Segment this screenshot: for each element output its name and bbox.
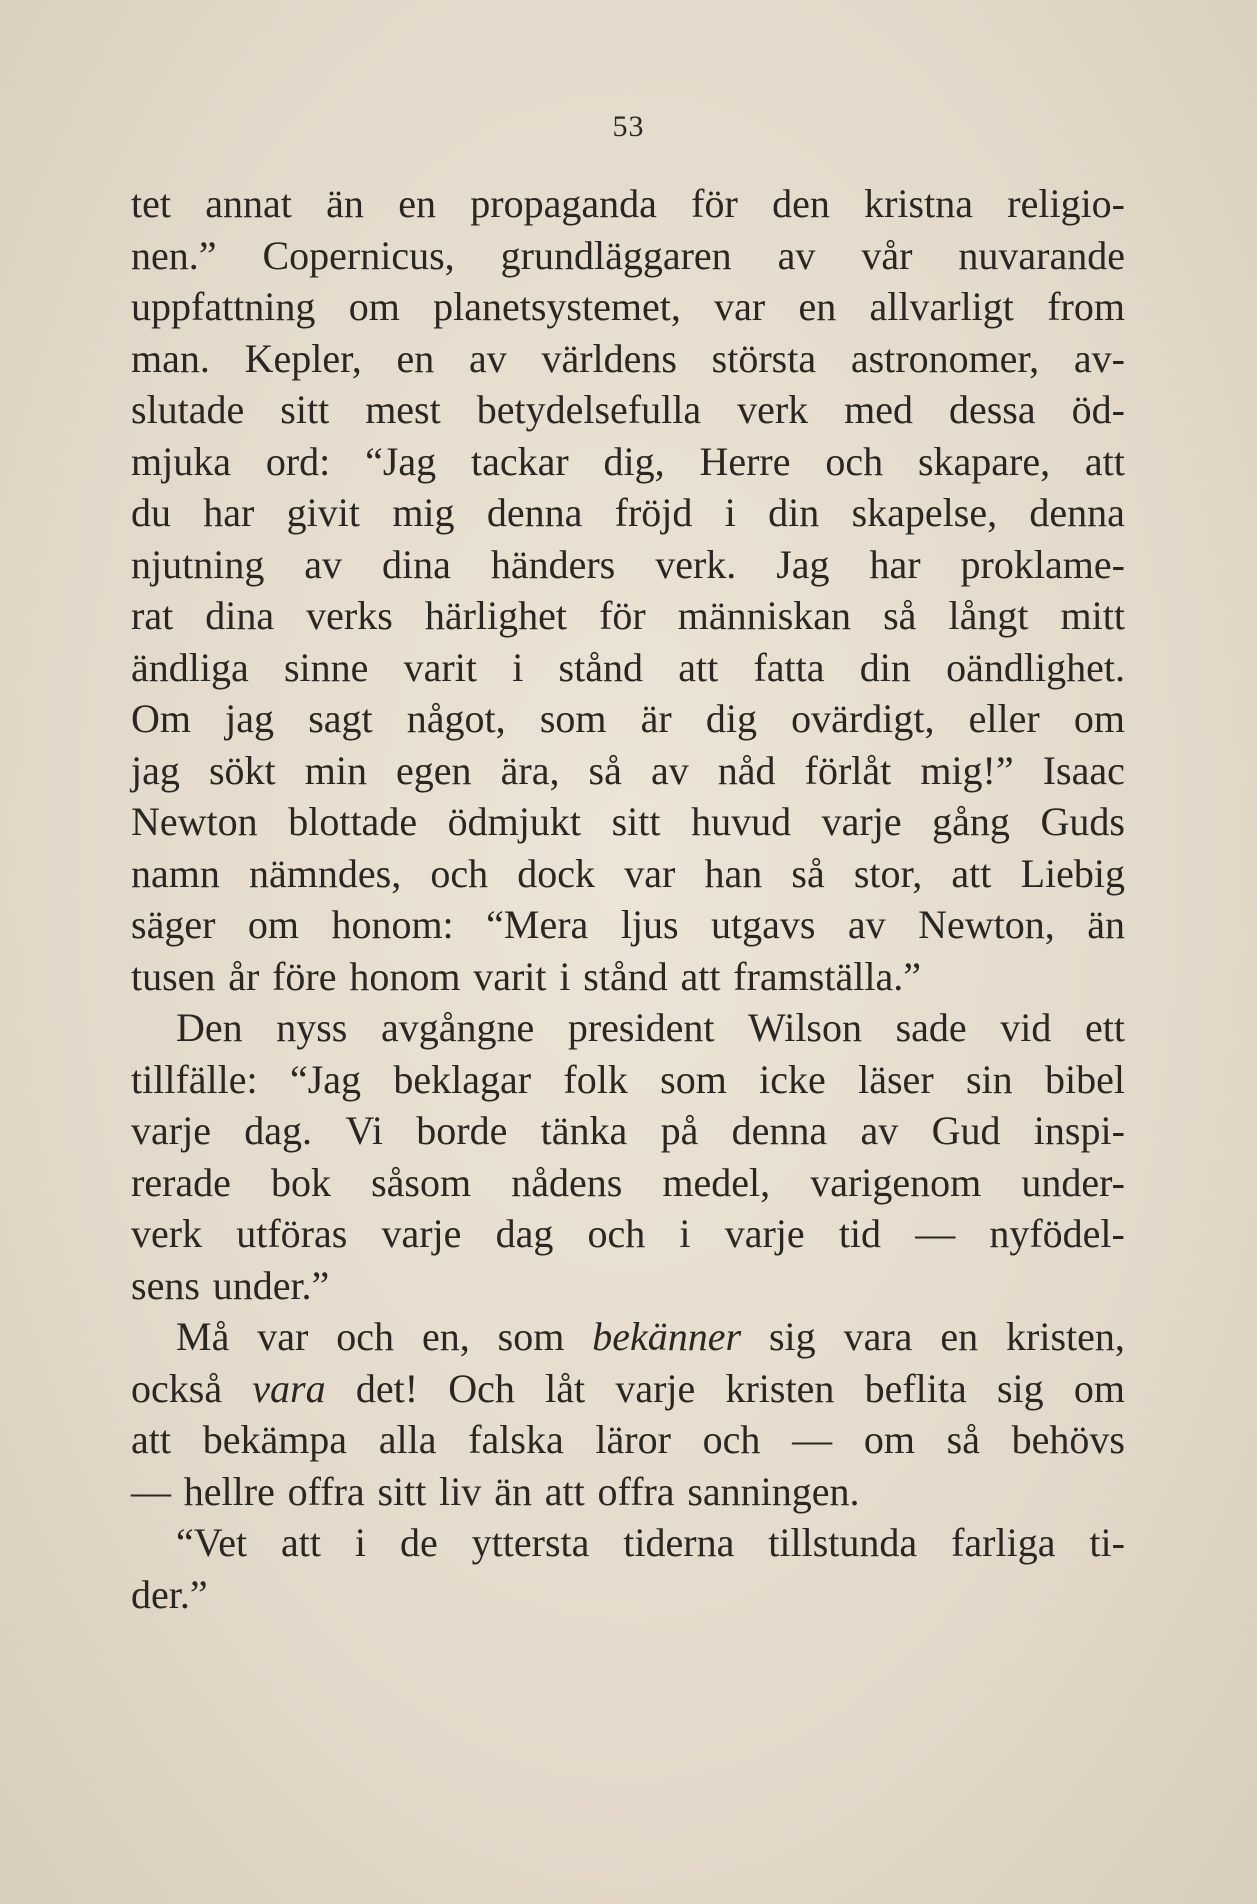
word: tet <box>131 181 171 226</box>
word: givit <box>286 490 361 535</box>
text-line <box>131 1002 1125 1054</box>
word: skapare, <box>917 438 1051 484</box>
word: ödmjukt <box>447 799 581 844</box>
text-line <box>131 590 1125 642</box>
word: att <box>1084 438 1125 484</box>
word: dag. <box>244 1108 313 1153</box>
word: en, <box>421 1314 470 1359</box>
word: den <box>772 181 830 226</box>
word: med <box>844 387 913 432</box>
word: Vi <box>345 1108 383 1153</box>
word: av <box>847 902 886 947</box>
word: icke <box>759 1056 826 1102</box>
word: framställa.” <box>733 953 921 999</box>
word: vara <box>252 1365 326 1411</box>
word: mest <box>365 387 441 432</box>
word: “Jag <box>289 1056 362 1102</box>
word: dessa <box>948 387 1036 432</box>
word: Herre <box>699 438 791 484</box>
word: denna <box>731 1108 828 1153</box>
word: sade <box>895 1005 967 1050</box>
word: Isaac <box>1042 747 1125 793</box>
word: under- <box>1021 1159 1125 1205</box>
word: nuvarande <box>958 232 1125 278</box>
text-line <box>131 281 1125 333</box>
word: en <box>396 335 435 381</box>
text-line <box>131 333 1125 385</box>
word: tid <box>838 1211 882 1256</box>
word: allvarligt <box>869 284 1014 329</box>
word: sagt <box>308 696 373 741</box>
word: namn <box>131 850 220 896</box>
word: tackar <box>470 438 569 484</box>
body-text <box>131 178 1125 1620</box>
word: ovärdigt, <box>791 696 935 741</box>
word: en <box>398 181 436 226</box>
word: sanningen. <box>687 1468 860 1514</box>
word: from <box>1047 284 1125 329</box>
word: dina <box>382 541 451 587</box>
word: denna <box>486 490 583 535</box>
word: Den <box>176 1005 243 1050</box>
word: farliga <box>951 1520 1056 1565</box>
word: eller <box>968 696 1040 741</box>
word: än <box>1087 902 1125 947</box>
word: verk <box>131 1211 203 1256</box>
word: under.” <box>212 1262 330 1308</box>
word: har <box>203 490 255 535</box>
word: annat <box>205 181 292 226</box>
word: i <box>354 1520 367 1565</box>
text-line <box>131 693 1125 745</box>
word: tänka <box>540 1108 628 1153</box>
word: att <box>678 644 719 690</box>
word: härlighet <box>424 593 568 638</box>
word: hellre <box>183 1468 275 1514</box>
word: för <box>599 593 646 638</box>
word: var <box>624 850 676 896</box>
word: var <box>257 1314 309 1359</box>
word: nen.” <box>131 232 217 278</box>
word: dock <box>517 850 596 896</box>
word: det! <box>355 1365 419 1411</box>
word: egen <box>396 747 472 793</box>
word: liv <box>439 1468 482 1514</box>
word: jag <box>225 696 275 741</box>
word: Och <box>448 1365 515 1411</box>
word: tusen <box>131 953 216 999</box>
word: — <box>915 1211 956 1256</box>
word: för <box>691 181 738 226</box>
word: din <box>859 644 911 690</box>
word: ti- <box>1089 1520 1125 1565</box>
word: avgångne <box>380 1005 535 1050</box>
word: dina <box>205 593 275 638</box>
word: av <box>650 747 689 793</box>
word: borde <box>416 1108 508 1153</box>
word: var <box>714 284 766 329</box>
word: njutning <box>131 541 265 587</box>
word: fröjd <box>614 490 693 535</box>
word: du <box>131 490 171 535</box>
word: också <box>131 1365 223 1411</box>
word: bekänner <box>592 1314 742 1359</box>
word: gång <box>932 799 1010 844</box>
word: förlåt <box>804 747 892 793</box>
word: alla <box>378 1417 437 1462</box>
word: uppfattning <box>131 284 316 329</box>
word: varje <box>821 799 902 844</box>
word: något, <box>406 696 506 741</box>
word: bibel <box>1044 1056 1125 1102</box>
word: proklame- <box>960 541 1125 587</box>
word: tillstunda <box>768 1520 918 1565</box>
text-line <box>131 1311 1125 1363</box>
word: mig!” <box>920 747 1014 793</box>
word: så <box>946 1417 980 1462</box>
word: läser <box>858 1056 934 1102</box>
word: “Mera <box>486 902 589 947</box>
word: i <box>679 1211 691 1256</box>
word: sitt <box>280 387 330 432</box>
text-line <box>131 1363 1125 1415</box>
text-line <box>131 745 1125 797</box>
word: är <box>640 696 672 741</box>
word: att <box>281 1520 321 1565</box>
text-line <box>131 642 1125 694</box>
text-line <box>131 178 1125 230</box>
word: om <box>348 284 400 329</box>
word: att <box>544 1468 585 1514</box>
word: verk. <box>655 541 737 587</box>
word: nämndes, <box>249 850 402 896</box>
text-line <box>131 384 1125 436</box>
word: och <box>336 1314 395 1359</box>
word: beklagar <box>393 1056 532 1102</box>
word: Må <box>176 1314 230 1359</box>
word: ära, <box>500 747 560 793</box>
word: grundläggaren <box>500 232 732 278</box>
word: sitt <box>377 1468 427 1514</box>
word: nyss <box>276 1005 348 1050</box>
word: om <box>1073 1365 1125 1411</box>
word: Wilson <box>748 1005 862 1050</box>
word: bekämpa <box>202 1417 348 1462</box>
word: blottade <box>288 799 418 844</box>
word: utföras <box>236 1211 348 1256</box>
word: och <box>825 438 884 484</box>
word: stånd <box>558 644 643 690</box>
word: beflita <box>864 1365 967 1411</box>
word: Newton <box>131 799 258 844</box>
word: Kepler, <box>244 335 362 381</box>
word: dig, <box>603 438 665 484</box>
word: sens <box>131 1262 200 1308</box>
word: utgavs <box>710 902 816 947</box>
text-line <box>131 1260 1125 1312</box>
text-line <box>131 487 1125 539</box>
word: tillfälle: <box>131 1056 258 1102</box>
word: oändlighet. <box>946 644 1125 690</box>
text-line <box>131 848 1125 900</box>
word: falska <box>468 1417 564 1462</box>
word: Gud <box>931 1108 1001 1153</box>
text-line <box>131 436 1125 488</box>
word: de <box>399 1520 438 1565</box>
word: skapelse, <box>851 490 998 535</box>
word: varje <box>724 1211 805 1256</box>
word: slutade <box>131 387 245 432</box>
word: på <box>660 1108 699 1153</box>
word: människan <box>677 593 852 638</box>
word: att <box>680 953 721 999</box>
text-line <box>131 1157 1125 1209</box>
word: sökt <box>208 747 276 793</box>
word: rerade <box>131 1159 231 1205</box>
word: dag <box>495 1211 554 1256</box>
word: stor, <box>853 850 923 896</box>
word: han <box>704 850 763 896</box>
page-number: 53 <box>612 110 645 143</box>
word: Liebig <box>1020 850 1125 896</box>
word: vara <box>843 1314 913 1359</box>
word: av- <box>1073 335 1125 381</box>
word: som <box>660 1056 727 1102</box>
word: vid <box>1000 1005 1052 1050</box>
word: inspi- <box>1033 1108 1125 1153</box>
word: bok <box>271 1159 331 1205</box>
word: sig <box>996 1365 1044 1411</box>
word: i <box>559 953 571 999</box>
word: kristen, <box>1006 1314 1125 1359</box>
word: varje <box>131 1108 211 1153</box>
word: varje <box>615 1365 696 1411</box>
word: att <box>131 1417 171 1462</box>
word: min <box>304 747 367 793</box>
word: världens <box>541 335 677 381</box>
word: honom: <box>331 902 454 947</box>
word: om <box>1073 696 1125 741</box>
word: en <box>798 284 837 329</box>
word: säger <box>131 902 216 947</box>
word: och <box>587 1211 646 1256</box>
word: som <box>497 1314 565 1359</box>
text-line <box>131 1517 1125 1569</box>
word: än <box>326 181 364 226</box>
word: Newton, <box>918 902 1055 947</box>
word: huvud <box>691 799 792 844</box>
word: öd- <box>1071 387 1125 432</box>
word: jag <box>131 747 180 793</box>
word: sin <box>965 1056 1013 1102</box>
word: dig <box>705 696 758 741</box>
word: nåd <box>717 747 776 793</box>
word: i <box>724 490 736 535</box>
word: verk <box>737 387 809 432</box>
word: har <box>869 541 921 587</box>
word: vår <box>861 232 913 278</box>
word: år <box>228 953 260 999</box>
word: ett <box>1084 1005 1125 1050</box>
word: ord: <box>265 438 331 484</box>
word: din <box>768 490 820 535</box>
word: betydelsefulla <box>476 387 702 432</box>
word: tiderna <box>623 1520 735 1565</box>
text-line <box>131 1208 1125 1260</box>
word: offra <box>597 1468 675 1514</box>
word: kristna <box>864 181 973 226</box>
word: varje <box>381 1211 462 1256</box>
word: att <box>951 850 992 896</box>
word: om <box>863 1417 915 1462</box>
word: sitt <box>611 799 661 844</box>
word: händers <box>490 541 616 587</box>
word: långt <box>948 593 1029 638</box>
word: verks <box>306 593 393 638</box>
word: kristen <box>725 1365 835 1411</box>
word: astronomer, <box>850 335 1040 381</box>
word: om <box>247 902 299 947</box>
word: sig <box>768 1314 816 1359</box>
word: propaganda <box>470 181 657 226</box>
word: folk <box>563 1056 628 1102</box>
word: än <box>494 1468 532 1514</box>
text-line <box>131 951 1125 1003</box>
word: “Jag <box>365 438 437 484</box>
word: av <box>860 1108 899 1153</box>
word: stånd <box>583 953 668 999</box>
word: nådens <box>511 1159 623 1205</box>
word: varit <box>473 953 547 999</box>
word: varit <box>403 644 477 690</box>
text-line <box>131 796 1125 848</box>
word: rat <box>131 593 174 638</box>
word: der.” <box>131 1571 208 1617</box>
word: största <box>711 335 817 381</box>
word: nyfödel- <box>989 1211 1125 1256</box>
word: Jag <box>776 541 830 587</box>
word: offra <box>287 1468 365 1514</box>
word: läror <box>595 1417 671 1462</box>
word: man. <box>131 335 210 381</box>
word: varigenom <box>810 1159 982 1205</box>
text-line <box>131 230 1125 282</box>
text-line <box>131 1414 1125 1466</box>
word: ändliga <box>131 644 249 690</box>
word: Om <box>131 696 191 741</box>
word: av <box>304 541 343 587</box>
word: — <box>792 1417 833 1462</box>
word: så <box>791 850 825 896</box>
word: mitt <box>1060 593 1125 638</box>
text-line <box>131 539 1125 591</box>
word: — <box>131 1468 171 1514</box>
word: och <box>702 1417 761 1462</box>
word: av <box>468 335 507 381</box>
word: behövs <box>1011 1417 1125 1462</box>
word: Copernicus, <box>262 232 455 278</box>
word: planetsystemet, <box>433 284 681 329</box>
word: ljus <box>620 902 679 947</box>
text-line <box>131 1569 1125 1621</box>
word: mjuka <box>131 438 231 484</box>
word: yttersta <box>471 1520 590 1565</box>
word: fatta <box>753 644 825 690</box>
word: en <box>940 1314 979 1359</box>
word: före <box>272 953 337 999</box>
word: mig <box>392 490 455 535</box>
word: religio- <box>1007 181 1125 226</box>
word: “Vet <box>176 1520 248 1565</box>
word: Guds <box>1040 799 1125 844</box>
word: så <box>883 593 917 638</box>
word: av <box>777 232 816 278</box>
word: honom <box>349 953 461 999</box>
word: som <box>539 696 607 741</box>
text-line <box>131 899 1125 951</box>
text-line <box>131 1054 1125 1106</box>
word: i <box>512 644 524 690</box>
word: denna <box>1029 490 1125 535</box>
word: såsom <box>371 1159 472 1205</box>
word: låt <box>545 1365 586 1411</box>
text-line <box>131 1105 1125 1157</box>
text-line <box>131 1466 1125 1518</box>
word: så <box>588 747 622 793</box>
word: och <box>430 850 489 896</box>
word: president <box>567 1005 715 1050</box>
word: sinne <box>283 644 369 690</box>
word: medel, <box>662 1159 771 1205</box>
